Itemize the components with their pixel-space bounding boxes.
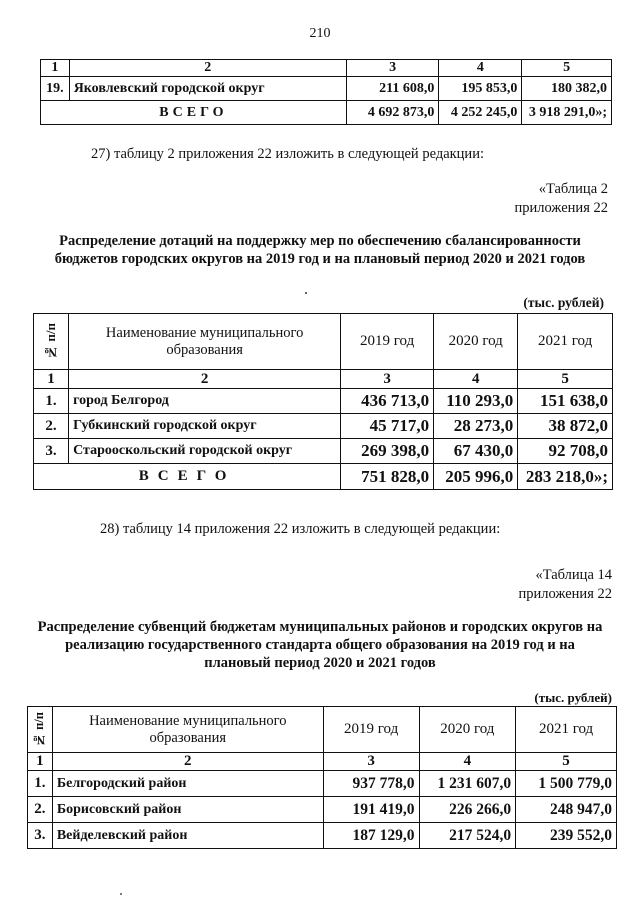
row-name: город Белгород [69,389,341,414]
table2 [33,313,613,490]
row-number: 2. [28,797,53,823]
table-row [34,414,613,439]
row-number: 3. [34,439,69,464]
row-number: 1. [34,389,69,414]
row-name: Губкинский городской округ [69,414,341,439]
row-value-2021: 239 552,0 [516,823,617,849]
col-2020-header: 2020 год [434,314,518,370]
table-row [41,77,612,101]
row-value-2019: 45 717,0 [341,414,434,439]
row-value-2021: 248 947,0 [516,797,617,823]
total-2020: 4 252 245,0 [439,101,522,125]
row-value-2020: 195 853,0 [439,77,522,101]
row-name: Яковлевский городской округ [69,77,346,101]
index-cell: 5 [516,753,617,771]
table2-title-line2: бюджетов городских округов на 2019 год и на плановый период 2020 и 2021 годов [54,251,586,267]
col-2020-header: 2020 год [419,707,516,753]
col-name-header [69,314,341,370]
total-label: ВСЕГО [34,464,341,490]
total-2019: 751 828,0 [341,464,434,490]
table14-title-line3: плановый период 2020 и 2021 годов [204,655,436,671]
table14-title-line2: реализацию государственного стандарта общего образования на 2019 год и на [65,637,575,653]
row-value-2019: 211 608,0 [346,77,439,101]
row-value-2020: 1 231 607,0 [419,771,516,797]
table2-units: (тыс. рублей) [523,295,604,310]
table14-index-row [28,753,617,771]
col-2021-header: 2021 год [516,707,617,753]
table2-title-line1: Распределение дотаций на поддержку мер по обеспечению сбалансированности [59,233,581,249]
table-row [28,823,617,849]
table14-units: (тыс. рублей) [534,690,612,705]
row-name: Вейделевский район [52,823,323,849]
row-name: Борисовский район [52,797,323,823]
col-number-label: № п/п [32,711,47,747]
row-value-2019: 187 129,0 [323,823,419,849]
table2-index-row [34,370,613,389]
table14-ref-line1: «Таблица 14 [535,567,612,583]
paragraph-28: 28) таблицу 14 приложения 22 изложить в следующей редакции: [100,521,501,537]
row-value-2021: 38 872,0 [518,414,613,439]
col-name-line2: образования [149,729,227,746]
row-value-2020: 28 273,0 [434,414,518,439]
row-name: Белгородский район [52,771,323,797]
table2-ref-line1: «Таблица 2 [538,181,608,197]
table-row [34,389,613,414]
index-cell: 2 [69,60,346,77]
row-name: Старооскольский городской округ [69,439,341,464]
row-value-2019: 191 419,0 [323,797,419,823]
table14-title-line1: Распределение субвенций бюджетам муниципальных районов и городских округов на [37,619,603,635]
row-value-2021: 180 382,0 [522,77,612,101]
row-value-2021: 151 638,0 [518,389,613,414]
table-index-row [41,60,612,77]
page-number: 210 [309,26,331,41]
col-2021-header: 2021 год [518,314,613,370]
scan-speck [305,292,307,294]
index-cell: 3 [346,60,439,77]
index-cell: 2 [69,370,341,389]
row-number: 1. [28,771,53,797]
index-cell: 1 [28,753,53,771]
row-value-2020: 110 293,0 [434,389,518,414]
table14-ref-line2: приложения 22 [518,586,612,602]
index-cell: 1 [41,60,70,77]
index-cell: 3 [341,370,434,389]
row-value-2020: 226 266,0 [419,797,516,823]
table-row [34,439,613,464]
row-number: 19. [41,77,70,101]
total-2021: 3 918 291,0»; [522,101,612,125]
col-name-line1: Наименование муниципального [89,712,287,729]
table-row [28,771,617,797]
table2-ref-line2: приложения 22 [514,200,608,216]
table2-title [20,232,620,268]
index-cell: 4 [439,60,522,77]
col-2019-header: 2019 год [323,707,419,753]
total-row [34,464,613,490]
row-value-2020: 217 524,0 [419,823,516,849]
col-name-line1: Наименование муниципального [105,324,304,341]
top-table [40,59,612,125]
index-cell: 5 [518,370,613,389]
col-2019-header: 2019 год [341,314,434,370]
table2-header-row [34,314,613,370]
scan-speck [120,893,122,895]
row-value-2020: 67 430,0 [434,439,518,464]
total-label: ВСЕГО [41,101,347,125]
row-value-2019: 436 713,0 [341,389,434,414]
index-cell: 1 [34,370,69,389]
row-value-2021: 92 708,0 [518,439,613,464]
row-value-2021: 1 500 779,0 [516,771,617,797]
index-cell: 5 [522,60,612,77]
total-2021: 283 218,0»; [518,464,613,490]
total-2019: 4 692 873,0 [346,101,439,125]
col-number-header [28,707,53,753]
paragraph-27: 27) таблицу 2 приложения 22 изложить в следующей редакции: [91,146,484,162]
index-cell: 3 [323,753,419,771]
col-name-header [52,707,323,753]
row-number: 3. [28,823,53,849]
table14-title [10,618,630,672]
table14-reference [412,566,612,604]
col-name-line2: образования [166,341,243,358]
table-row [28,797,617,823]
table14 [27,706,617,849]
row-value-2019: 269 398,0 [341,439,434,464]
col-number-label: № п/п [43,323,59,360]
row-value-2019: 937 778,0 [323,771,419,797]
row-number: 2. [34,414,69,439]
total-row [41,101,612,125]
col-number-header [34,314,69,370]
table2-reference [408,180,608,218]
index-cell: 4 [434,370,518,389]
index-cell: 2 [52,753,323,771]
index-cell: 4 [419,753,516,771]
table14-header-row [28,707,617,753]
total-2020: 205 996,0 [434,464,518,490]
